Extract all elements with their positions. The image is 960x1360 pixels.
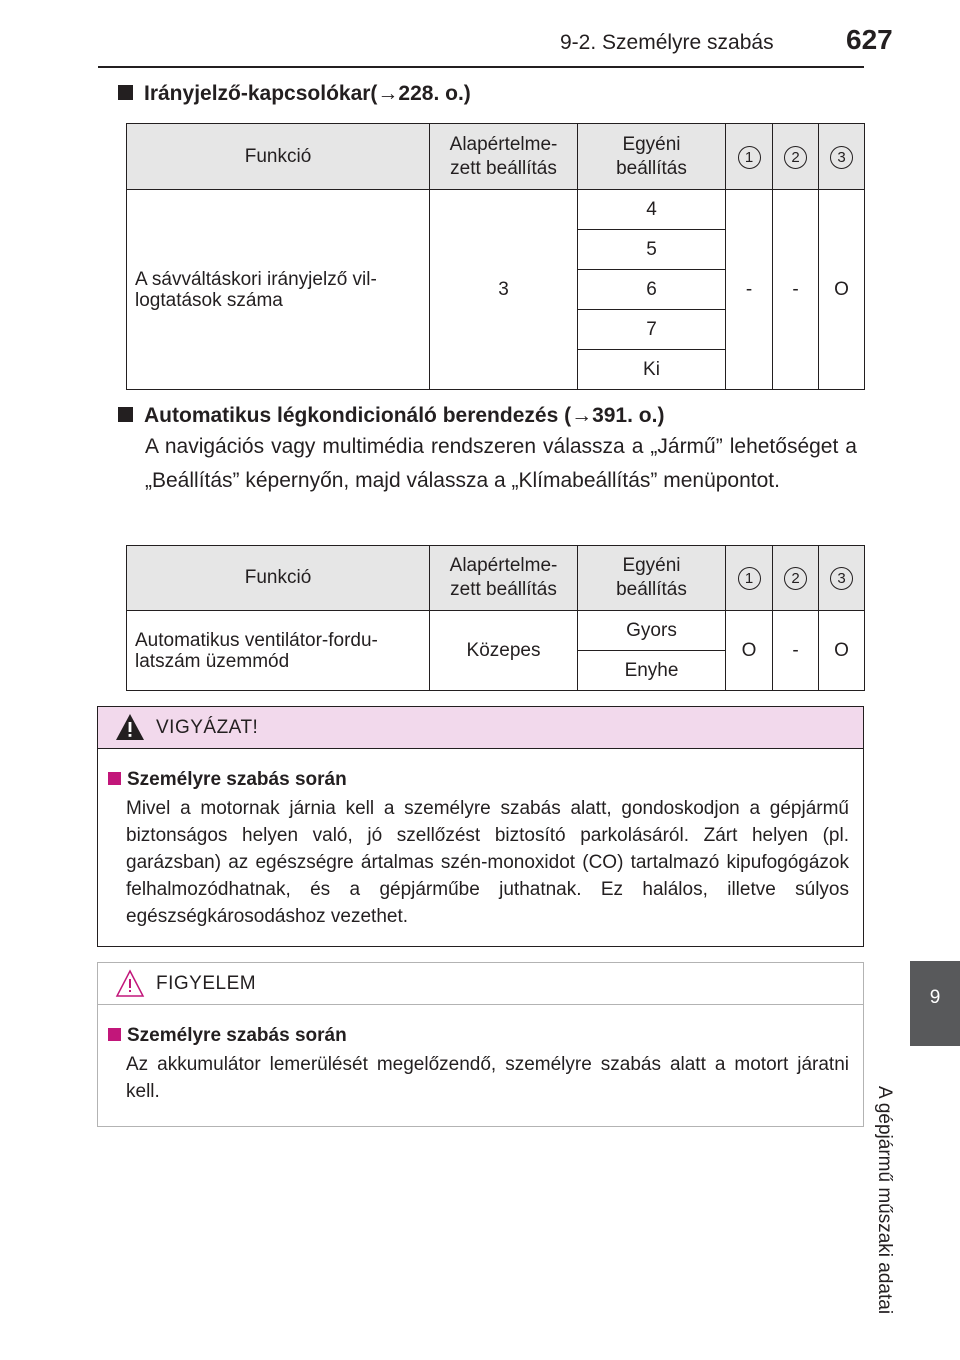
default-value-cell: 3 [430,190,578,390]
fan-speed-settings-table [126,545,865,691]
section-title-text: Automatikus légkondicionáló berendezés (→391. o.) [144,404,665,427]
notice-heading-text: Személyre szabás során [127,1025,347,1046]
function-cell: Automatikus ventilátor-fordu- latszám üzemmód [127,611,430,691]
option-cell: Gyors [578,611,726,651]
section-bullet-icon [108,1028,121,1041]
notice-box [97,962,864,1127]
section-bullet-icon [118,407,133,422]
circled-1-icon: 1 [738,146,761,169]
chapter-tab [910,961,960,1046]
option-cell: 7 [578,310,726,350]
option-cell: 4 [578,190,726,230]
notice-triangle-icon [115,969,145,997]
default-value-cell: Közepes [430,611,578,691]
column-header-default: Alapértelme- zett beállítás [430,124,578,190]
column-header-default: Alapértelme- zett beállítás [430,546,578,611]
caution-label: VIGYÁZAT! [156,717,259,738]
col3-value: O [819,190,865,390]
section-title-text: Irányjelző-kapcsolókar(→228. o.) [144,82,471,105]
option-cell: 6 [578,270,726,310]
circled-2-icon: 2 [784,146,807,169]
column-header-custom: Egyéni beállítás [578,124,726,190]
notice-text: Az akkumulátor lemerülését megelőzendő, személyre szabás alatt a motort járatni kell. [126,1054,849,1102]
function-cell: A sávváltáskori irányjelző vil- logtatások száma [127,190,430,390]
chapter-header-title: 9-2. Személyre szabás [560,31,774,54]
section-bullet-icon [108,772,121,785]
notice-header-bar [98,963,863,1005]
circled-2-icon: 2 [784,567,807,590]
caution-text: Mivel a motornak járnia kell a személyre szabás alatt, gondoskodjon a gépjármű biztonságos helyen való, jó szellőzést biztosító parkolásáról. Zárt helyen (pl. garázsban) az egészségre ártalmas szén-monoxidot (CO) tartalmazó kipufogógázok felhalmozódhatnak, és a gépjárműbe juthatnak. Ez halálos, illetve súlyos egészségkárosodáshoz vezethet. [126,798,849,927]
option-cell: Ki [578,350,726,390]
caution-box [97,706,864,947]
caution-heading [108,769,849,791]
caution-header-bar [98,707,863,749]
column-header-custom: Egyéni beállítás [578,546,726,611]
column-header-function: Funkció [127,546,430,611]
col2-value: - [773,611,819,691]
col1-value: O [726,611,773,691]
chapter-tab-number: 9 [929,987,941,1008]
chapter-tab-label-text: A gépjármű műszaki adatai [874,1085,895,1315]
col2-value: - [773,190,819,390]
caution-heading-text: Személyre szabás során [127,769,347,790]
header-rule [98,66,864,68]
page-number: 627 [846,24,893,55]
circled-3-icon: 3 [830,567,853,590]
section-bullet-icon [118,85,133,100]
column-header-function: Funkció [127,124,430,190]
col3-value: O [819,611,865,691]
section-title-turn-signal [118,82,471,106]
warning-triangle-icon [115,713,145,741]
circled-3-icon: 3 [830,146,853,169]
option-cell: Enyhe [578,651,726,691]
option-cell: 5 [578,230,726,270]
notice-label: FIGYELEM [156,973,257,994]
notice-heading [108,1025,849,1047]
col1-value: - [726,190,773,390]
instruction-paragraph: A navigációs vagy multimédia rendszeren válassza a „Jármű” lehetőséget a „Beállítás” képernyőn, majd válassza a „Klímabeállítás” menüpontot. [145,435,857,492]
circled-1-icon: 1 [738,567,761,590]
turn-signal-settings-table [126,123,865,390]
section-title-air-conditioning [118,404,664,428]
